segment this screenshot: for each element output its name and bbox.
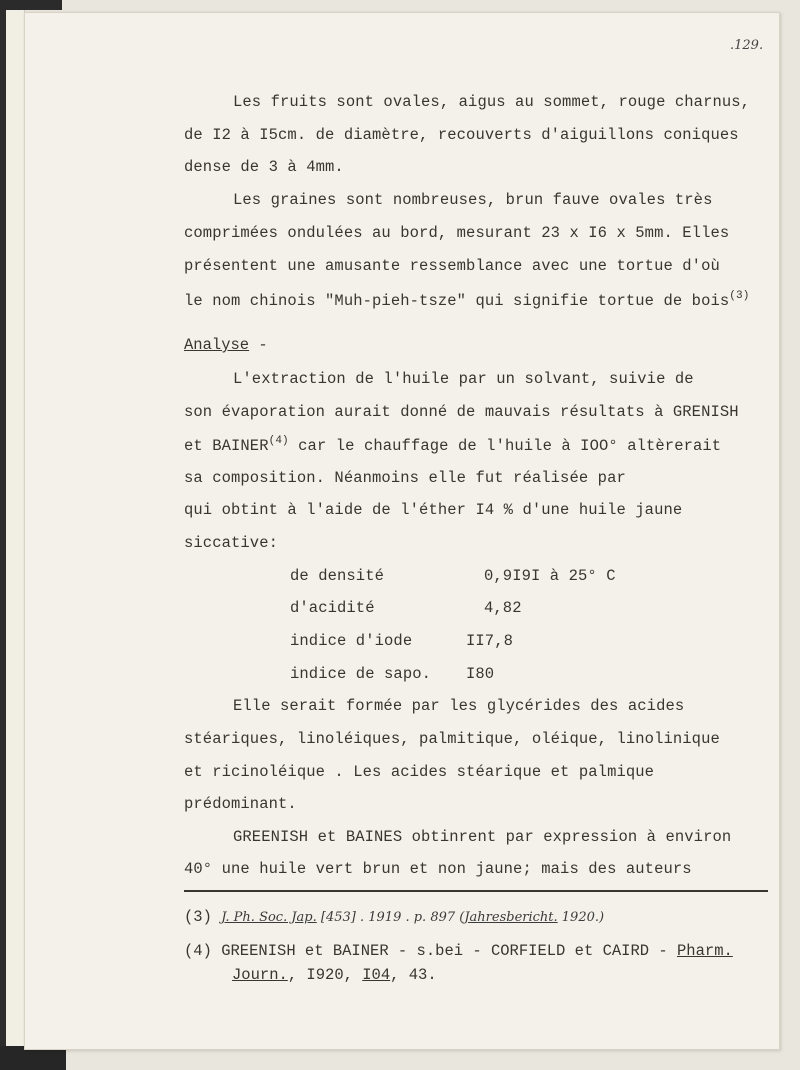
reference-details: [453] . 1919 . p. 897 ( [316, 910, 465, 925]
text-line: Les graines sont nombreuses, brun fauve ovales très [233, 191, 713, 209]
text-line-part: car le chauffage de l'huile à IOO° altèrerait [288, 437, 722, 455]
property-label: indice d'iode [290, 632, 413, 650]
text-line: Les fruits sont ovales, aigus au sommet, rouge charnus, [233, 93, 751, 111]
text-line: qui obtint à l'aide de l'éther I4 % d'une huile jaune [184, 501, 683, 519]
page-number: .129. [730, 38, 764, 53]
property-label: indice de sapo. [290, 665, 432, 683]
volume-number: I04 [362, 966, 391, 984]
property-value: I80 [466, 665, 495, 683]
footnote-text: , 43. [390, 966, 437, 984]
text-line: et ricinoléique . Les acides stéarique et palmique [184, 763, 655, 781]
footnote-text: (4) GREENISH et BAINER - s.bei - CORFIELD et CAIRD - [184, 942, 677, 960]
text-line: prédominant. [184, 795, 297, 813]
text-line: sa composition. Néanmoins elle fut réalisée par [184, 469, 626, 487]
text-line: comprimées ondulées au bord, mesurant 23 x I6 x 5mm. Elles [184, 224, 730, 242]
footnote-marker: (3) [184, 908, 212, 926]
text-line: de I2 à I5cm. de diamètre, recouverts d'aiguillons coniques [184, 126, 739, 144]
journal-name: J. Ph. Soc. Jap. [221, 910, 317, 925]
text-line: GREENISH et BAINES obtinrent par expression à environ [233, 828, 732, 846]
section-heading-text: Analyse [184, 336, 250, 354]
property-label: d'acidité [290, 599, 375, 617]
text-line: L'extraction de l'huile par un solvant, suivie de [233, 370, 694, 388]
reference-mark: (3) [729, 290, 750, 302]
footnote-divider [184, 890, 768, 892]
text-line: stéariques, linoléiques, palmitique, oléique, linolinique [184, 730, 720, 748]
property-value: 0,9I9I à 25° C [484, 567, 616, 585]
text-line: Elle serait formée par les glycérides des acides [233, 697, 685, 715]
handwritten-reference [221, 910, 604, 925]
footnote-4-continued [232, 966, 437, 984]
footnote-4 [184, 942, 733, 960]
text-line-body: le nom chinois "Muh-pieh-tsze" qui signifie tortue de bois [184, 292, 730, 310]
text-line: 40° une huile vert brun et non jaune; mais des auteurs [184, 860, 692, 878]
footnote-3 [184, 908, 604, 926]
reference-mark: (4) [268, 435, 289, 447]
section-heading [184, 336, 268, 354]
text-line-part: et BAINER [184, 437, 269, 455]
binding-top-tab [0, 0, 62, 10]
document-page [24, 12, 780, 1050]
journal-name: Pharm. [676, 942, 733, 960]
reference-year: 1920.) [557, 910, 605, 925]
text-line: son évaporation aurait donné de mauvais résultats à GRENISH [184, 403, 739, 421]
journal-name: Journ. [232, 966, 288, 984]
text-line [184, 435, 721, 455]
property-value: II7,8 [466, 632, 514, 650]
text-line: siccative: [184, 534, 279, 552]
binding-strip [0, 0, 6, 1070]
jahresbericht-name: Jahresbericht. [464, 910, 558, 925]
text-line: présentent une amusante ressemblance avec une tortue d'où [184, 257, 720, 275]
text-line [184, 290, 749, 310]
text-line: dense de 3 à 4mm. [184, 158, 344, 176]
property-label: de densité [290, 567, 385, 585]
section-heading-dash: - [249, 336, 268, 354]
property-value: 4,82 [484, 599, 522, 617]
footnote-text: , I920, [287, 966, 363, 984]
